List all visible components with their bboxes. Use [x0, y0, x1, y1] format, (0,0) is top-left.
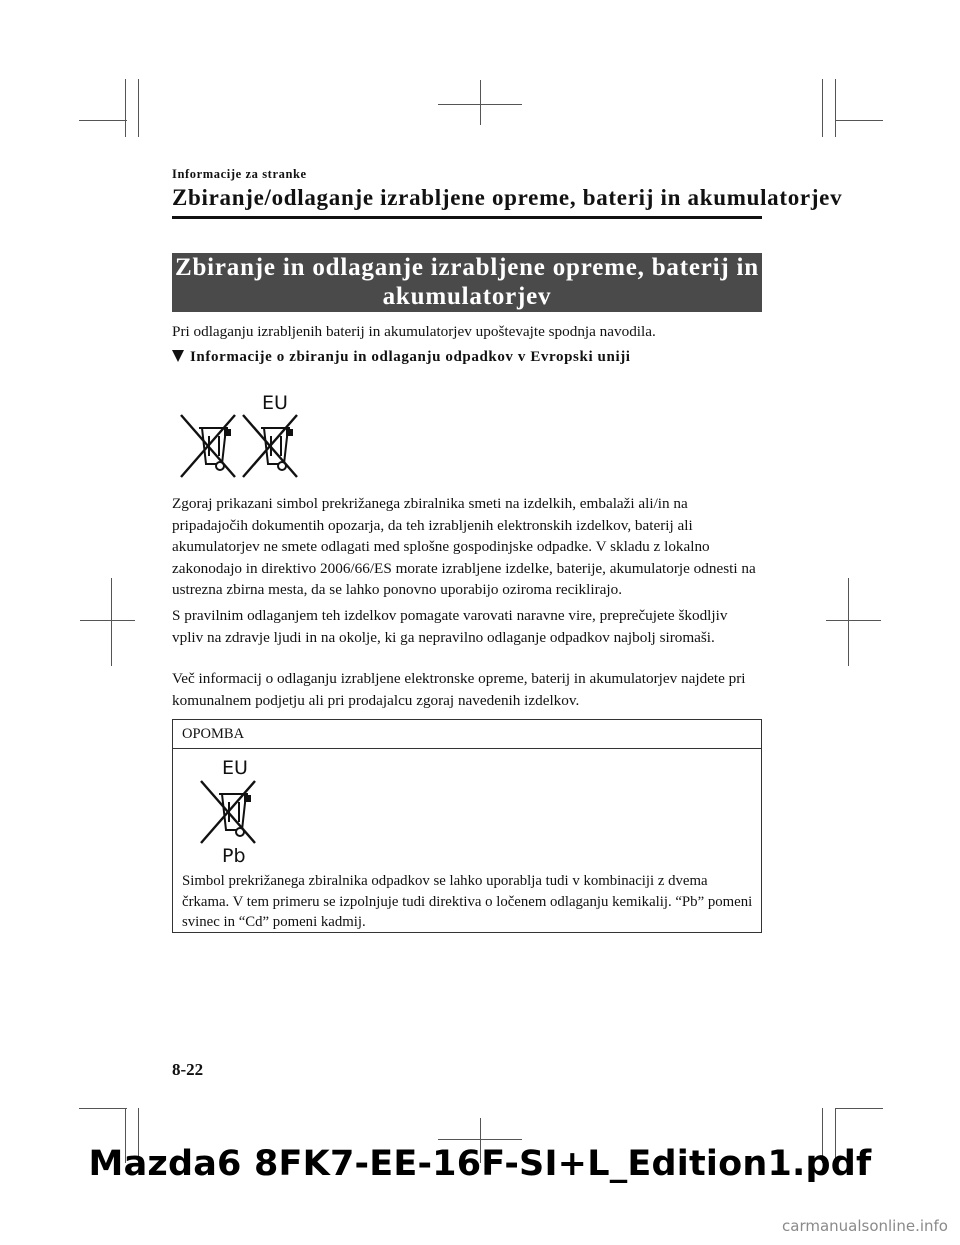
triangle-bullet-icon [172, 350, 184, 362]
note-title: OPOMBA [173, 720, 761, 749]
crossed-bin-icon-pair [175, 390, 335, 482]
main-heading [172, 253, 762, 312]
chapter-title: Zbiranje/odlaganje izrabljene opreme, baterij in akumulatorjev [172, 185, 843, 210]
eu-label: EU [262, 392, 288, 414]
watermark: carmanualsonline.info [782, 1217, 948, 1235]
subheading-text: Informacije o zbiranju in odlaganju odpadkov v Evropski uniji [190, 349, 631, 365]
main-heading-line-1: Zbiranje in odlaganje izrabljene opreme, baterij in [174, 254, 760, 281]
crossed-bin-icon-left [181, 415, 235, 477]
crossed-bin-pb-symbol [197, 754, 277, 871]
paragraph-benefits: S pravilnim odlaganjem teh izdelkov pomagate varovati naravne vire, preprečujete škodljiv vpliv na zdravje ljudi in na okolje, ki ga nepravilno odlaganje odpadkov najbolj siromaši. [172, 607, 728, 646]
note-eu-label: EU [222, 757, 248, 779]
note-box [172, 719, 762, 933]
page-number: 8-22 [172, 1060, 204, 1079]
pb-label: Pb [222, 845, 246, 866]
footer-filename: Mazda6 8FK7-EE-16F-SI+L_Edition1.pdf [88, 1144, 872, 1184]
crossed-bin-icon-right [243, 415, 297, 477]
paragraph-symbol-meaning: Zgoraj prikazani simbol prekrižanega zbiralnika smeti na izdelkih, embalaži ali/in na pripadajočih dokumentih opozarja, da teh izrabljenih elektronskih izdelkov, baterij ali akumulatorjev ne smete odlagati med splošne gospodinjske odpadke. V skladu z lokalno zakonodajo in direktivo 2006/66/ES morate izrabljene izdelke, baterije, akumulatorje odnesti na ustrezna zbirna mesta, da se lahko ponovno uporabijo oziroma reciklirajo. [172, 495, 756, 598]
crossed-bin-icon-pb [197, 754, 277, 866]
paragraph-more-info: Več informacij o odlaganju izrabljene elektronske opreme, baterij in akumulatorjev najdete pri komunalnem podjetju ali pri prodajalcu zgoraj navedenih izdelkov. [172, 670, 746, 709]
section-label: Informacije za stranke [172, 167, 307, 181]
main-heading-line-2: akumulatorjev [382, 283, 552, 310]
eu-info-subheading [172, 349, 631, 366]
note-text: Simbol prekrižanega zbiralnika odpadkov se lahko uporablja tudi v kombinaciji z dvema črkama. V tem primeru se izpolnjuje tudi direktiva o ločenem odlaganju kemikalij. “Pb” pomeni svinec in “Cd” pomeni kadmij. [182, 873, 753, 930]
crossed-bin-symbols [175, 390, 335, 487]
intro-paragraph: Pri odlaganju izrabljenih baterij in akumulatorjev upoštevajte spodnja navodila. [172, 323, 656, 340]
chapter-divider [172, 216, 762, 219]
